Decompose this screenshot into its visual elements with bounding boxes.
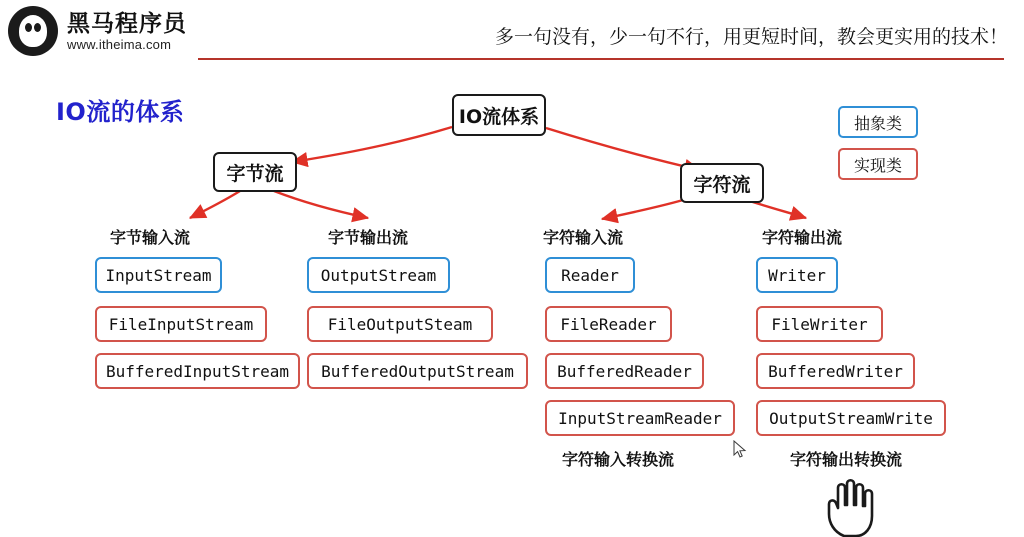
node-writer: Writer [756, 257, 838, 293]
column-heading-byte-input: 字节输入流 [110, 228, 191, 247]
hand-pointing-up-icon [818, 478, 888, 537]
brand-text [67, 11, 187, 52]
header-divider [198, 58, 1004, 60]
node-fileoutputsteam: FileOutputSteam [307, 306, 493, 342]
brand-logo [8, 6, 187, 56]
brand-website: www.itheima.com [67, 36, 172, 52]
slide-header [0, 0, 1024, 64]
column-footer-char-output: 字符输出转换流 [790, 450, 903, 469]
node-filewriter: FileWriter [756, 306, 883, 342]
node-inputstreamreader: InputStreamReader [545, 400, 735, 436]
header-slogan: 多一句没有，少一句不行，用更短时间，教会更实用的技术！ [494, 26, 1008, 48]
node-bufferedwriter: BufferedWriter [756, 353, 915, 389]
node-outputstream: OutputStream [307, 257, 450, 293]
node-outputstreamwrite: OutputStreamWrite [756, 400, 946, 436]
legend-abstract-class: 抽象类 [838, 106, 918, 138]
column-heading-char-output: 字符输出流 [762, 228, 843, 247]
node-reader: Reader [545, 257, 635, 293]
column-heading-char-input: 字符输入流 [543, 228, 624, 247]
node-fileinputstream: FileInputStream [95, 306, 267, 342]
node-bufferedoutputstream: BufferedOutputStream [307, 353, 528, 389]
node-filereader: FileReader [545, 306, 672, 342]
column-footer-char-input: 字符输入转换流 [562, 450, 675, 469]
node-root: IO流体系 [452, 94, 546, 136]
brand-title: 黑马程序员 [67, 9, 187, 36]
node-bufferedinputstream: BufferedInputStream [95, 353, 300, 389]
node-inputstream: InputStream [95, 257, 222, 293]
mouse-arrow-icon [733, 440, 747, 458]
node-branch-char: 字符流 [680, 163, 764, 203]
node-branch-byte: 字节流 [213, 152, 297, 192]
node-bufferedreader: BufferedReader [545, 353, 704, 389]
page-title: IO流的体系 [56, 98, 185, 126]
horse-head-logo-icon [8, 6, 58, 56]
legend-implementation-class: 实现类 [838, 148, 918, 180]
column-heading-byte-output: 字节输出流 [328, 228, 409, 247]
